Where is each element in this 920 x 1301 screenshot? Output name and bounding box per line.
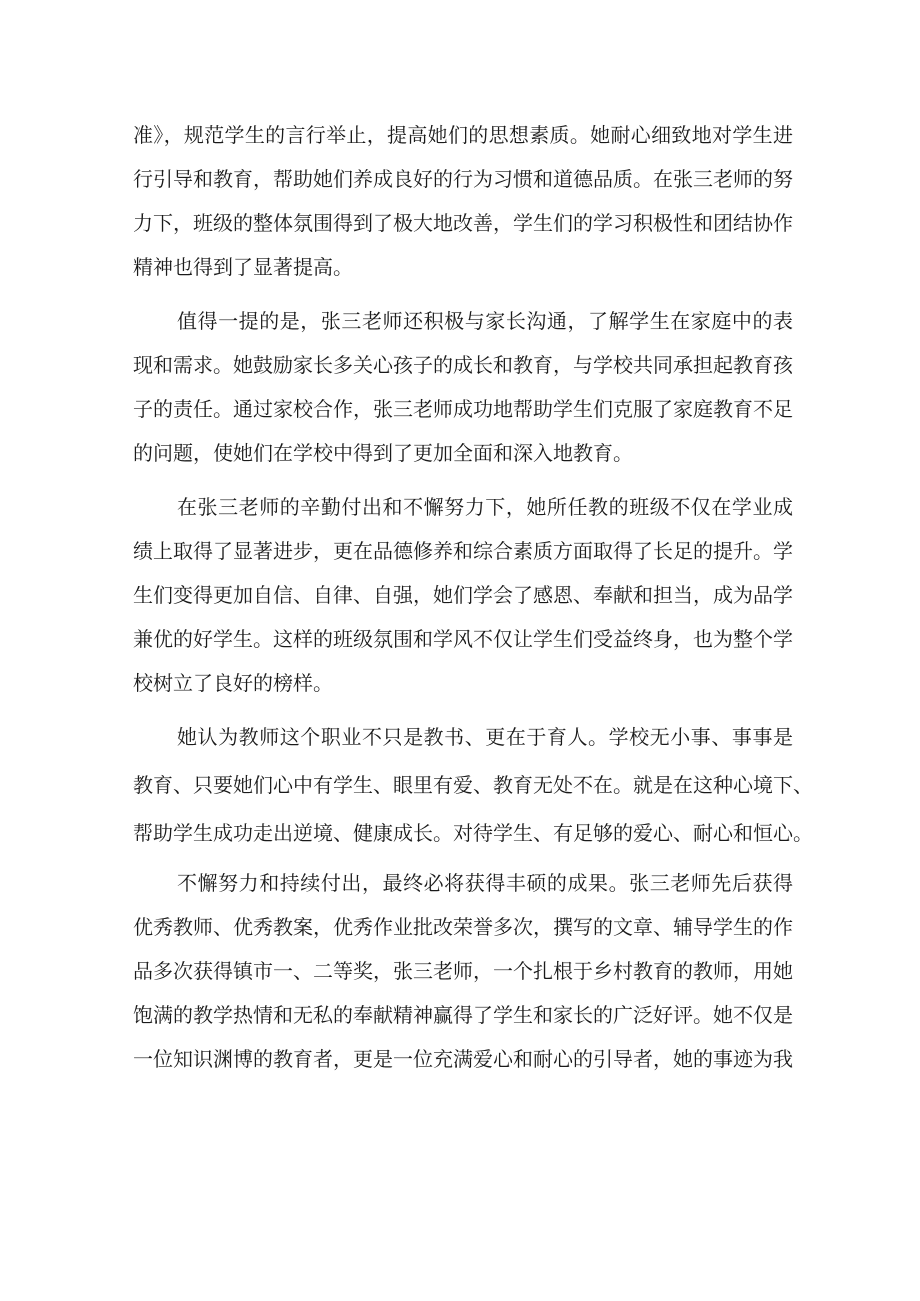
text-line: 帮助学生成功走出逆境、健康成长。对待学生、有足够的爱心、耐心和恒心。 bbox=[133, 821, 813, 845]
text-line: 绩上取得了显著进步，更在品德修养和综合素质方面取得了长足的提升。学 bbox=[133, 539, 793, 563]
text-line: 品多次获得镇市一、二等奖，张三老师，一个扎根于乡村教育的教师，用她 bbox=[133, 959, 793, 983]
text-line: 饱满的教学热情和无私的奉献精神赢得了学生和家长的广泛好评。她不仅是 bbox=[133, 1003, 793, 1027]
text-line: 的问题，使她们在学校中得到了更加全面和深入地教育。 bbox=[133, 441, 633, 465]
paragraph-first-line: 她认为教师这个职业不只是教书、更在于育人。学校无小事、事事是 bbox=[177, 725, 793, 749]
text-line: 校树立了良好的榜样。 bbox=[133, 671, 333, 695]
text-line: 现和需求。她鼓励家长多关心孩子的成长和教育，与学校共同承担起教育孩 bbox=[133, 353, 793, 377]
text-line: 兼优的好学生。这样的班级氛围和学风不仅让学生们受益终身，也为整个学 bbox=[133, 627, 793, 651]
text-line: 优秀教师、优秀教案，优秀作业批改荣誉多次，撰写的文章、辅导学生的作 bbox=[133, 915, 793, 939]
text-line: 生们变得更加自信、自律、自强，她们学会了感恩、奉献和担当，成为品学 bbox=[133, 583, 793, 607]
paragraph-first-line: 值得一提的是，张三老师还积极与家长沟通，了解学生在家庭中的表 bbox=[177, 309, 793, 333]
text-line: 教育、只要她们心中有学生、眼里有爱、教育无处不在。就是在这种心境下、 bbox=[133, 773, 813, 797]
text-line: 一位知识渊博的教育者，更是一位充满爱心和耐心的引导者，她的事迹为我 bbox=[133, 1047, 793, 1071]
paragraph-first-line: 不懈努力和持续付出，最终必将获得丰硕的成果。张三老师先后获得 bbox=[177, 871, 793, 895]
paragraph-first-line: 在张三老师的辛勤付出和不懈努力下，她所任教的班级不仅在学业成 bbox=[177, 495, 793, 519]
text-line: 准》，规范学生的言行举止，提高她们的思想素质。她耐心细致地对学生进 bbox=[133, 123, 793, 147]
text-line: 力下，班级的整体氛围得到了极大地改善，学生们的学习积极性和团结协作 bbox=[133, 211, 793, 235]
text-line: 子的责任。通过家校合作，张三老师成功地帮助学生们克服了家庭教育不足 bbox=[133, 397, 793, 421]
text-line: 精神也得到了显著提高。 bbox=[133, 255, 353, 279]
text-line: 行引导和教育，帮助她们养成良好的行为习惯和道德品质。在张三老师的努 bbox=[133, 167, 793, 191]
